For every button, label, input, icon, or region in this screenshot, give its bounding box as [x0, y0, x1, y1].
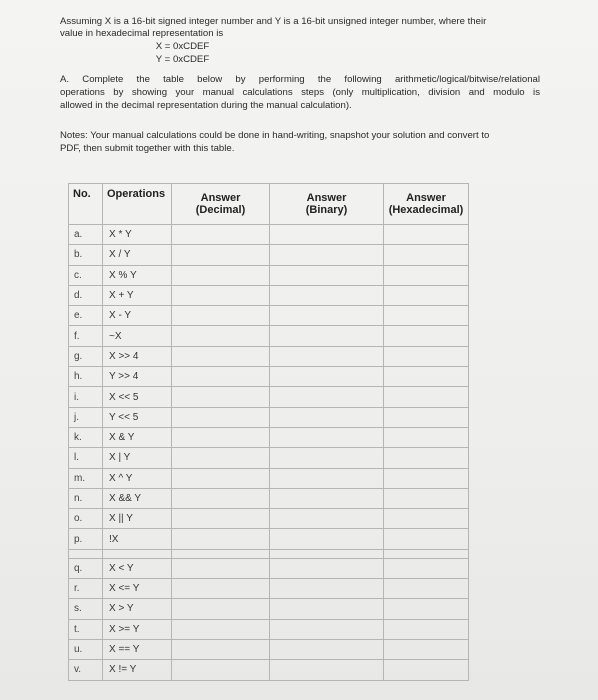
table-row [69, 265, 469, 285]
table-row [69, 468, 469, 488]
spacer-cell [384, 549, 469, 558]
header-decimal-line-2: (Decimal) [195, 204, 246, 216]
row-operation: X * Y [103, 225, 172, 245]
table-row [69, 660, 469, 680]
spacer-cell [270, 549, 384, 558]
row-operation: X == Y [103, 639, 172, 659]
table-row [69, 387, 469, 407]
row-operation: X && Y [103, 488, 172, 508]
y-definition: Y = 0xCDEF [155, 54, 210, 65]
row-number: t. [69, 619, 103, 639]
header-answer-decimal [172, 184, 270, 225]
answer-hex-cell[interactable] [384, 619, 469, 639]
row-operation: X << 5 [103, 387, 172, 407]
row-operation: X % Y [103, 265, 172, 285]
row-number: i. [69, 387, 103, 407]
row-operation: X <= Y [103, 579, 172, 599]
table-header-row [69, 184, 469, 225]
answer-binary-cell[interactable] [270, 529, 384, 549]
answer-decimal-cell[interactable] [172, 558, 270, 578]
table-row [69, 448, 469, 468]
answer-decimal-cell[interactable] [172, 639, 270, 659]
answer-binary-cell[interactable] [270, 387, 384, 407]
table-row [69, 529, 469, 549]
table-row [69, 619, 469, 639]
answer-hex-cell[interactable] [384, 427, 469, 447]
answer-decimal-cell[interactable] [172, 660, 270, 680]
row-number: p. [69, 529, 103, 549]
answer-decimal-cell[interactable] [172, 468, 270, 488]
answer-hex-cell[interactable] [384, 346, 469, 366]
answer-binary-cell[interactable] [270, 346, 384, 366]
header-no: No. [69, 184, 103, 225]
answer-hex-cell[interactable] [384, 285, 469, 305]
row-operation: X < Y [103, 558, 172, 578]
answer-hex-cell[interactable] [384, 407, 469, 427]
answer-binary-cell[interactable] [270, 326, 384, 346]
part-a-line-3: allowed in the decimal representation during the manual calculation). [60, 100, 352, 111]
row-number: o. [69, 509, 103, 529]
answer-decimal-cell[interactable] [172, 225, 270, 245]
row-operation: ~X [103, 326, 172, 346]
answer-binary-cell[interactable] [270, 225, 384, 245]
row-operation: Y >> 4 [103, 367, 172, 387]
row-operation: X + Y [103, 285, 172, 305]
answer-hex-cell[interactable] [384, 660, 469, 680]
header-binary-line-1: Answer [306, 192, 347, 204]
answer-hex-cell[interactable] [384, 367, 469, 387]
row-operation: X != Y [103, 660, 172, 680]
spacer-cell [69, 549, 103, 558]
header-operations: Operations [103, 184, 172, 225]
header-answer-hex [384, 184, 469, 225]
row-number: v. [69, 660, 103, 680]
table-row [69, 579, 469, 599]
row-operation: X | Y [103, 448, 172, 468]
answer-hex-cell[interactable] [384, 509, 469, 529]
header-hex-line-1: Answer [406, 192, 446, 204]
table-row [69, 346, 469, 366]
header-answer-binary [270, 184, 384, 225]
intro-line-1: Assuming X is a 16-bit signed integer number and Y is a 16-bit unsigned integer number, where their [60, 16, 487, 27]
answer-binary-cell[interactable] [270, 579, 384, 599]
answer-binary-cell[interactable] [270, 660, 384, 680]
answer-hex-cell[interactable] [384, 225, 469, 245]
answer-decimal-cell[interactable] [172, 599, 270, 619]
answer-decimal-cell[interactable] [172, 619, 270, 639]
header-binary-line-2: (Binary) [305, 204, 348, 216]
table-row [69, 225, 469, 245]
table-row [69, 639, 469, 659]
answer-binary-cell[interactable] [270, 367, 384, 387]
answer-decimal-cell[interactable] [172, 427, 270, 447]
answer-binary-cell[interactable] [270, 285, 384, 305]
answer-binary-cell[interactable] [270, 265, 384, 285]
row-number: k. [69, 427, 103, 447]
table-row [69, 427, 469, 447]
row-number: u. [69, 639, 103, 659]
table-row [69, 599, 469, 619]
answer-decimal-cell[interactable] [172, 265, 270, 285]
row-number: l. [69, 448, 103, 468]
answer-binary-cell[interactable] [270, 558, 384, 578]
table-row [69, 558, 469, 578]
row-operation: Y << 5 [103, 407, 172, 427]
answer-binary-cell[interactable] [270, 599, 384, 619]
answer-binary-cell[interactable] [270, 619, 384, 639]
answer-binary-cell[interactable] [270, 488, 384, 508]
row-number: f. [69, 326, 103, 346]
row-operation: !X [103, 529, 172, 549]
row-number: j. [69, 407, 103, 427]
row-number: s. [69, 599, 103, 619]
answer-binary-cell[interactable] [270, 407, 384, 427]
answer-binary-cell[interactable] [270, 468, 384, 488]
row-number: g. [69, 346, 103, 366]
spacer-cell [172, 549, 270, 558]
answer-decimal-cell[interactable] [172, 245, 270, 265]
answer-hex-cell[interactable] [384, 639, 469, 659]
notes-line-1: Notes: Your manual calculations could be done in hand-writing, snapshot your solution and convert to [60, 130, 490, 141]
answer-decimal-cell[interactable] [172, 448, 270, 468]
row-number: r. [69, 579, 103, 599]
row-number: q. [69, 558, 103, 578]
answer-hex-cell[interactable] [384, 579, 469, 599]
answer-decimal-cell[interactable] [172, 529, 270, 549]
answer-decimal-cell[interactable] [172, 488, 270, 508]
answer-decimal-cell[interactable] [172, 509, 270, 529]
answer-decimal-cell[interactable] [172, 285, 270, 305]
table-row [69, 488, 469, 508]
answer-decimal-cell[interactable] [172, 306, 270, 326]
answer-binary-cell[interactable] [270, 245, 384, 265]
answer-hex-cell[interactable] [384, 468, 469, 488]
table-row [69, 367, 469, 387]
part-a-line-2: operations by showing your manual calculations steps (only multiplication, division and modulo is [60, 87, 540, 98]
row-operation: X - Y [103, 306, 172, 326]
row-number: n. [69, 488, 103, 508]
spacer-cell [103, 549, 172, 558]
row-operation: X ^ Y [103, 468, 172, 488]
table-row [69, 245, 469, 265]
answer-hex-cell[interactable] [384, 387, 469, 407]
x-definition: X = 0xCDEF [155, 41, 210, 52]
answer-binary-cell[interactable] [270, 427, 384, 447]
notes-line-2: PDF, then submit together with this table. [60, 143, 235, 154]
row-operation: X >> 4 [103, 346, 172, 366]
table-row [69, 326, 469, 346]
answer-binary-cell[interactable] [270, 448, 384, 468]
header-decimal-line-1: Answer [200, 192, 241, 204]
row-number: c. [69, 265, 103, 285]
part-a-line-1: A. Complete the table below by performing the following arithmetic/logical/bitwise/relational [60, 74, 540, 85]
answer-decimal-cell[interactable] [172, 367, 270, 387]
answer-decimal-cell[interactable] [172, 579, 270, 599]
table-body [69, 225, 469, 681]
answer-hex-cell[interactable] [384, 488, 469, 508]
answer-decimal-cell[interactable] [172, 387, 270, 407]
answer-hex-cell[interactable] [384, 448, 469, 468]
answer-hex-cell[interactable] [384, 599, 469, 619]
table-spacer-row [69, 549, 469, 558]
row-operation: X > Y [103, 599, 172, 619]
answer-hex-cell[interactable] [384, 326, 469, 346]
row-number: e. [69, 306, 103, 326]
row-number: a. [69, 225, 103, 245]
answer-binary-cell[interactable] [270, 639, 384, 659]
row-number: d. [69, 285, 103, 305]
intro-line-2: value in hexadecimal representation is [60, 28, 224, 39]
table-row [69, 285, 469, 305]
row-number: b. [69, 245, 103, 265]
row-operation: X >= Y [103, 619, 172, 639]
answer-binary-cell[interactable] [270, 306, 384, 326]
row-operation: X & Y [103, 427, 172, 447]
table-row [69, 407, 469, 427]
row-number: m. [69, 468, 103, 488]
answer-hex-cell[interactable] [384, 265, 469, 285]
answer-hex-cell[interactable] [384, 558, 469, 578]
answer-decimal-cell[interactable] [172, 326, 270, 346]
row-operation: X || Y [103, 509, 172, 529]
table-row [69, 509, 469, 529]
answer-decimal-cell[interactable] [172, 346, 270, 366]
answer-hex-cell[interactable] [384, 245, 469, 265]
operations-table [68, 183, 469, 681]
row-number: h. [69, 367, 103, 387]
answer-binary-cell[interactable] [270, 509, 384, 529]
answer-hex-cell[interactable] [384, 529, 469, 549]
table-row [69, 306, 469, 326]
answer-hex-cell[interactable] [384, 306, 469, 326]
header-hex-line-2: (Hexadecimal) [388, 204, 464, 216]
answer-decimal-cell[interactable] [172, 407, 270, 427]
row-operation: X / Y [103, 245, 172, 265]
